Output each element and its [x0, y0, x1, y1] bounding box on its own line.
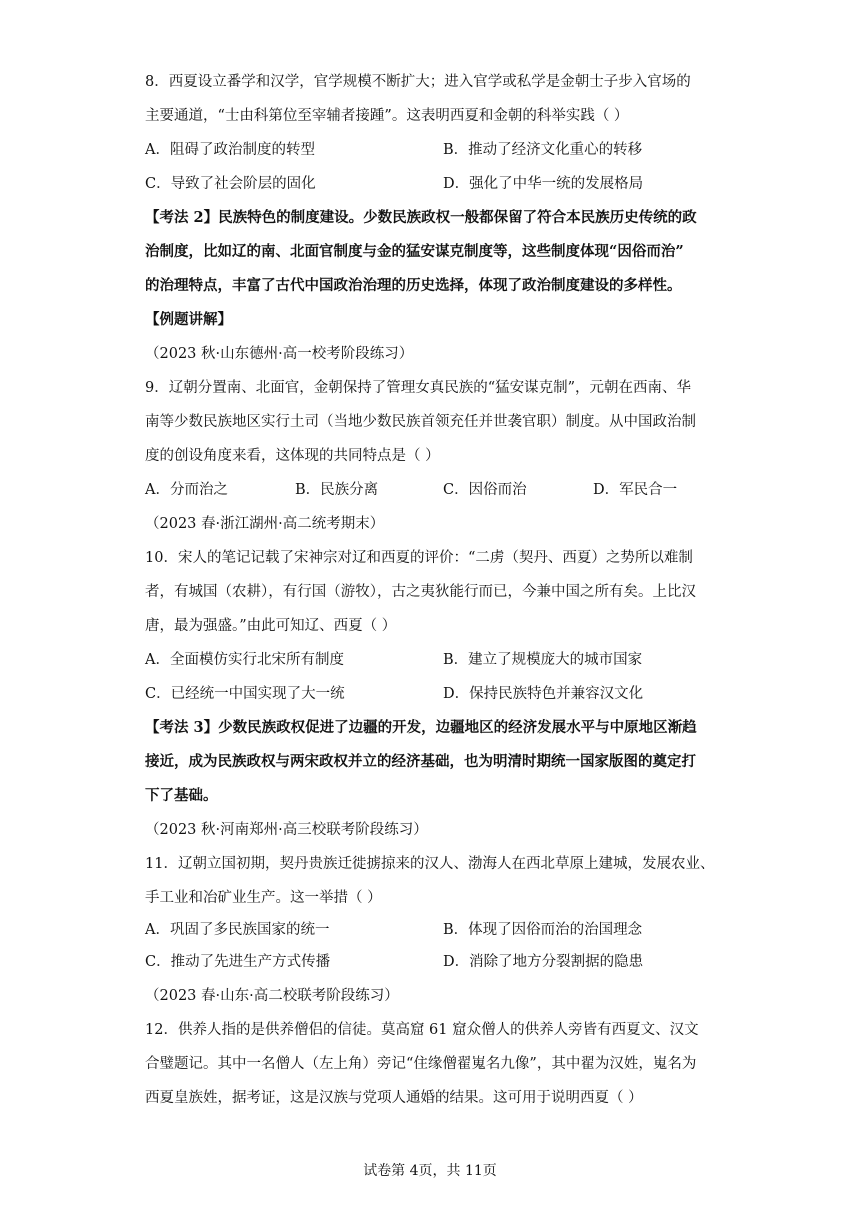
q9-option-a[interactable]: A．分而治之 [145, 482, 228, 498]
q9-stem-line-3: 度的创设角度来看，这体现的共同特点是（ ） [145, 448, 440, 464]
q8-stem-line-1: 8．西夏设立番学和汉学，官学规模不断扩大；进入官学或私学是金朝士子步入官场的 [145, 74, 691, 90]
q9-stem-line-2: 南等少数民族地区实行土司（当地少数民族首领充任并世袭官职）制度。从中国政治制 [145, 414, 696, 430]
q11-stem-line-2: 手工业和冶矿业生产。这一举措（ ） [145, 890, 382, 906]
q10-stem-line-1: 10．宋人的笔记记载了宋神宗对辽和西夏的评价：“二虏（契丹、西夏）之势所以难制 [145, 550, 693, 566]
q10-option-a[interactable]: A．全面模仿实行北宋所有制度 [145, 652, 344, 668]
kaofa2-line-2: 治制度，比如辽的南、北面官制度与金的猛安谋克制度等，这些制度体现“因俗而治” [145, 243, 684, 260]
q12-stem-line-3: 西夏皇族姓，据考证，这是汉族与党项人通婚的结果。这可用于说明西夏（ ） [145, 1090, 643, 1106]
kaofa2-line-1: 【考法 2】民族特色的制度建设。少数民族政权一般都保留了符合本民族历史传统的政 [145, 209, 697, 226]
q10-stem-line-3: 唐，最为强盛。”由此可知辽、西夏（ ） [145, 618, 397, 634]
q11-option-b[interactable]: B．体现了因俗而治的治国理念 [443, 922, 643, 938]
q11-stem-line-1: 11．辽朝立国初期，契丹贵族迁徙掳掠来的汉人、渤海人在西北草原上建城，发展农业、 [145, 856, 715, 872]
q10-stem-line-2: 者，有城国（农耕），有行国（游牧），古之夷狄能行而已，今兼中国之所有矣。上比汉 [145, 584, 696, 600]
q10-option-b[interactable]: B．建立了规模庞大的城市国家 [443, 652, 643, 668]
page-footer: 试卷第 4页，共 11页 [363, 1163, 497, 1179]
q9-option-b[interactable]: B．民族分离 [295, 482, 379, 498]
q8-option-c[interactable]: C．导致了社会阶层的固化 [145, 176, 316, 192]
q8-option-b[interactable]: B．推动了经济文化重心的转移 [443, 142, 643, 158]
q9-option-c[interactable]: C．因俗而治 [443, 482, 527, 498]
q10-option-c[interactable]: C．已经统一中国实现了大一统 [145, 686, 345, 702]
q9-option-d[interactable]: D．军民合一 [593, 482, 678, 498]
q9-stem-line-1: 9．辽朝分置南、北面官，金朝保持了管理女真民族的“猛安谋克制”，元朝在西南、华 [145, 380, 692, 396]
q11-source: （2023 秋·河南郑州·高三校联考阶段练习） [145, 822, 428, 838]
q10-source: （2023 春·浙江湖州·高二统考期末） [145, 516, 385, 532]
kaofa2-line-3: 的治理特点，丰富了古代中国政治治理的历史选择，体现了政治制度建设的多样性。 [145, 277, 682, 294]
q12-stem-line-2: 合璧题记。其中一名僧人（左上角）旁记“住缘僧翟嵬名九像”，其中翟为汉姓，嵬名为 [145, 1056, 697, 1072]
q10-option-d[interactable]: D．保持民族特色并兼容汉文化 [443, 686, 644, 702]
q8-option-d[interactable]: D．强化了中华一统的发展格局 [443, 176, 644, 192]
kaofa3-line-2: 接近，成为民族政权与两宋政权并立的经济基础，也为明清时期统一国家版图的奠定打 [145, 753, 696, 770]
q11-option-a[interactable]: A．巩固了多民族国家的统一 [145, 922, 330, 938]
q12-stem-line-1: 12．供养人指的是供养僧侣的信徒。莫高窟 61 窟众僧人的供养人旁皆有西夏文、汉文 [145, 1022, 699, 1038]
q9-source: （2023 秋·山东德州·高一校考阶段练习） [145, 346, 414, 362]
q8-option-a[interactable]: A．阻碍了政治制度的转型 [145, 142, 315, 158]
example-heading: 【例题讲解】 [145, 311, 232, 328]
kaofa3-line-1: 【考法 3】少数民族政权促进了边疆的开发，边疆地区的经济发展水平与中原地区渐趋 [145, 719, 697, 736]
q11-option-d[interactable]: D．消除了地方分裂割据的隐患 [443, 954, 644, 970]
q8-stem-line-2: 主要通道，“士由科第位至宰辅者接踵”。这表明西夏和金朝的科举实践（ ） [145, 108, 629, 124]
kaofa3-line-3: 下了基础。 [145, 787, 218, 804]
q11-option-c[interactable]: C．推动了先进生产方式传播 [145, 954, 331, 970]
q12-source: （2023 春·山东·高二校联考阶段练习） [145, 988, 399, 1004]
